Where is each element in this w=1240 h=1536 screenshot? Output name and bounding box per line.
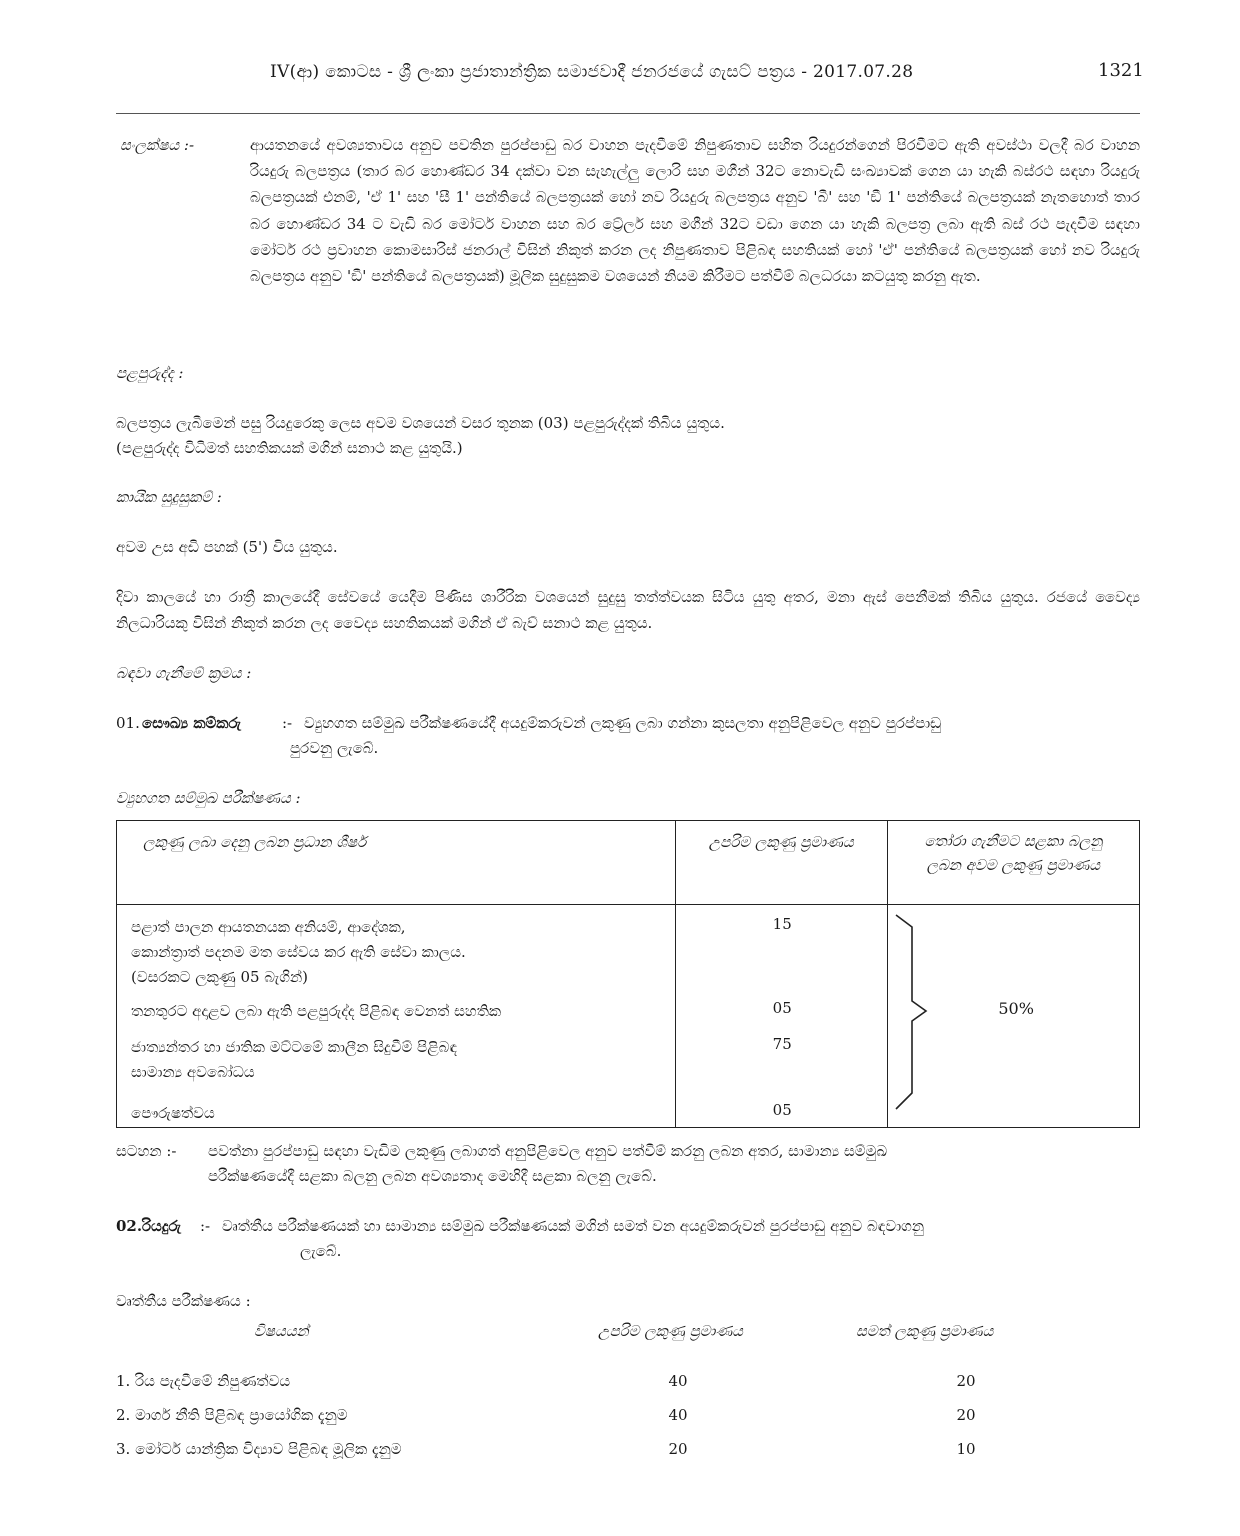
experience-line-2: (පළපුරුද්ද විධිමත් සහතිකයක් මගින් සනාථ කළ යුතුයි.) bbox=[116, 439, 463, 457]
physical-height: අවම උස අඩි පහක් (5') විය යුතුය. bbox=[116, 538, 338, 556]
criteria-row-2-line-1: තනතුරට අදාළව ලබා ඇති පළපුරුද්ද පිළිබඳ වෙනත් සහතික bbox=[131, 1002, 502, 1020]
item2-title: රියදුරු bbox=[142, 1217, 182, 1235]
item1-line-1: ව්‍යුහගත සම්මුඛ පරීක්ෂණයේදී අයදුම්කරුවන් ලකුණු ලබා ගන්නා කුසලතා අනුපිළිවෙල අනුව පුරප්පාඩු bbox=[304, 714, 942, 732]
note-label: සටහන :- bbox=[116, 1142, 177, 1160]
item1-title: සෞඛ්‍ය කම්කරු bbox=[142, 714, 242, 732]
item2-separator: :- bbox=[200, 1217, 211, 1235]
max-marks-row-2: 05 bbox=[772, 999, 792, 1017]
item2-number: 02. bbox=[116, 1217, 143, 1235]
note-line-1: පවත්නා පුරප්පාඩු සඳහා වැඩිම ලකුණු ලබාගත් අනුපිළිවෙල අනුව පත්වීම් කරනු ලබන අතර, සාමාන්‍ය සම්මුඛ bbox=[208, 1142, 888, 1160]
recruitment-heading: බඳවා ගැනීමේ ක්‍රමය : bbox=[116, 664, 252, 682]
summary-label: සංලක්ෂය :- bbox=[120, 136, 195, 154]
item1-line-2: පුරවනු ලැබේ. bbox=[290, 739, 379, 757]
criteria-row-3-line-2: සාමාන්‍ය අවබෝධය bbox=[131, 1063, 255, 1081]
physical-fitness: දිවා කාලයේ හා රාත්‍රී කාලයේදී සේවයේ යෙදීම පිණිස ශාරීරික වශයෙන් සුදුසු තත්ත්වයක සිටිය යුතු අතර, මනා ඇස් පෙනීමක් තිබිය යුතුය. රජයේ වෛද්‍ය නිලධාරියකු විසින් නිකුත් කරන ලද වෛද්‍ය සහතිකයක් මගින් ඒ බැව් සනාථ කළ යුතුය. bbox=[116, 588, 1140, 632]
pass-mark-value: 50% bbox=[998, 999, 1034, 1018]
min-marks-cell bbox=[887, 905, 1139, 1128]
note-line-2: පරීක්ෂණයේදී සළකා බලනු ලබන අවශ්‍යතාද මෙහිදී සළකා බලනු ලැබේ. bbox=[208, 1167, 657, 1185]
practical-row-3-subject: 3. මෝටර් යාන්ත්‍රික විද්‍යාව පිළිබඳ මූලික දැනුම bbox=[116, 1440, 402, 1458]
criteria-row-1-line-2: කොන්ත්‍රාත් පදනම මත සේවය කර ඇති සේවා කාලය. bbox=[131, 943, 466, 961]
practical-col-subject: විෂයයන් bbox=[254, 1322, 309, 1340]
summary-body: ආයතනයේ අවශ්‍යතාවය අනුව පවතින පුරප්පාඩු බර වාහන පැදවීමේ නිපුණතාව සහිත රියදුරන්ගෙන් පිරවීමට ඇති අවස්ථා වලදී බර වාහන රියදුරු බලපත්‍රය (තාර බර හොණ්ඩර 34 දක්වා වන සැහැල්ලු ලොරි සහ මගීන් 32ට නොවැඩි සංඛ්‍යාවක් ගෙන යා හැකි බස්රථ සඳහා රියදුරු බලපත්‍රයක් එනම්, 'ඒ 1' සහ 'සී 1' පන්තියේ බලපත්‍රයක් හෝ නව රියදුරු බලපත්‍රය අනුව 'බී' සහ 'ඞී 1' පන්තියේ බලපත්‍රයක් නැතහොත් තාර බර හොණ්ඩර 34 ට වැඩි බර මෝටර් වාහන සහ බර ට්‍රේලර් සහ මගීන් 32ට වඩා ගෙන යා හැකි බලපත්‍ර ලබා ඇති බස් රථ පැදවීම සඳහා මෝටර් රථ ප්‍රවාහන කොමසාරිස් ජනරාල් විසින් නිකුත් කරන ලද නිපුණතාව පිළිබඳ සහතියක් හෝ 'ඒ' පන්තියේ බලපත්‍රයක් හෝ නව රියදුරු බලපත්‍රය අනුව 'ඞී' පන්තියේ බලපත්‍රයක්) මූලික සුදුසුකම වශයෙන් නියම කිරීමට පත්වීම් බලධරයා කටයුතු කරනු ඇත. bbox=[250, 136, 1140, 286]
experience-heading: පළපුරුද්ද : bbox=[116, 364, 184, 382]
item1-separator: :- bbox=[282, 714, 293, 732]
item2-line-1: වෘත්තීය පරීක්ෂණයක් හා සාමාන්‍ය සම්මුඛ පරීක්ෂණයක් මගින් සමත් වන අයදුම්කරුවන් පුරප්පාඩු අනුව බඳවාගනු bbox=[222, 1217, 925, 1235]
practical-heading: වෘත්තීය පරීක්ෂණය : bbox=[116, 1292, 251, 1310]
practical-row-2-max: 40 bbox=[668, 1406, 688, 1424]
max-marks-cell bbox=[675, 905, 887, 1128]
practical-row-1-pass: 20 bbox=[956, 1372, 976, 1390]
col-header-min-marks bbox=[887, 821, 1139, 905]
col-header-max-marks: උපරිම ලකුණු ප්‍රමාණය bbox=[675, 821, 887, 905]
practical-col-max: උපරිම ලකුණු ප්‍රමාණය bbox=[598, 1322, 743, 1340]
item1-number: 01. bbox=[116, 714, 140, 732]
col-header-min-line-2: ලබන අවම ලකුණු ප්‍රමාණය bbox=[926, 856, 1101, 874]
criteria-row-3-line-1: ජාත්‍යන්තර හා ජාතික මට්ටමේ කාලීන සිදුවීම් පිළිබඳ bbox=[131, 1038, 458, 1056]
gazette-header-title: IV(ආ) කොටස - ශ්‍රී ලංකා ප්‍රජාතාන්ත්‍රික සමාජවාදී ජනරජයේ ගැසට් පත්‍රය - 2017.07.28 bbox=[270, 62, 914, 82]
col-header-min-line-1: තෝරා ගැනීමට සළකා බලනු bbox=[924, 832, 1103, 850]
practical-col-pass: සමත් ලකුණු ප්‍රමාණය bbox=[856, 1322, 994, 1340]
practical-row-2-pass: 20 bbox=[956, 1406, 976, 1424]
col-header-criteria: ලකුණු ලබා දෙනු ලබන ප්‍රධාන ශීර්ෂ bbox=[117, 821, 676, 905]
practical-row-1-max: 40 bbox=[668, 1372, 688, 1390]
interview-heading: ව්‍යුහගත සම්මුඛ පරීක්ෂණය : bbox=[116, 789, 301, 807]
header-divider bbox=[116, 113, 1140, 114]
criteria-row-1-line-3: (වසරකට ලකුණු 05 බැගින්) bbox=[131, 968, 308, 986]
max-marks-row-3: 75 bbox=[772, 1035, 792, 1053]
criteria-cell bbox=[117, 905, 676, 1128]
max-marks-row-1: 15 bbox=[772, 915, 792, 933]
criteria-row-4-line-1: පෞරුෂත්වය bbox=[131, 1104, 215, 1122]
criteria-row-1-line-1: පළාත් පාලන ආයතනයක අනියම්, ආදේශක, bbox=[131, 918, 406, 936]
max-marks-row-4: 05 bbox=[772, 1101, 792, 1119]
page-number: 1321 bbox=[1098, 60, 1144, 81]
experience-line-1: බලපත්‍රය ලැබීමෙන් පසු රියදුරෙකු ලෙස අවම වශයෙන් වසර තුනක (03) පළපුරුද්දක් තිබිය යුතුය. bbox=[116, 414, 725, 432]
item2-line-2: ලැබේ. bbox=[300, 1242, 342, 1260]
interview-marks-table bbox=[116, 820, 1140, 1128]
practical-row-1-subject: 1. රිය පැදවීමේ නිපුණත්වය bbox=[116, 1372, 291, 1390]
practical-row-3-max: 20 bbox=[668, 1440, 688, 1458]
practical-row-2-subject: 2. මාර්ග නීති පිළිබඳ ප්‍රායෝගික දැනුම bbox=[116, 1406, 348, 1424]
physical-heading: කායික සුදුසුකම් : bbox=[116, 488, 222, 506]
practical-row-3-pass: 10 bbox=[956, 1440, 976, 1458]
